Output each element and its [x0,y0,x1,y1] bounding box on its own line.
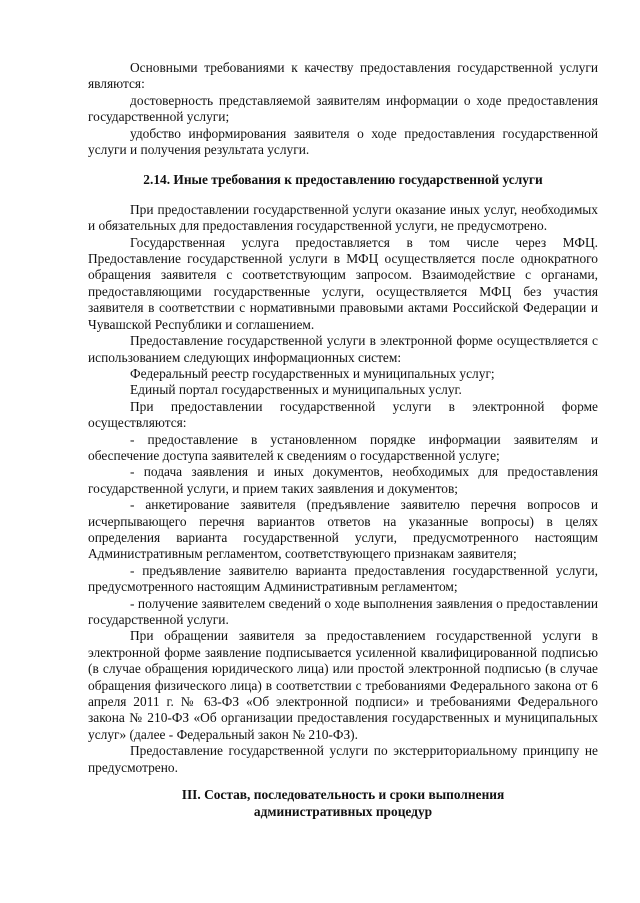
list-item-status: - получение заявителем сведений о ходе выполнения заявления о предоставлении государственной услуги. [88,595,598,627]
paragraph-convenience: удобство информирования заявителя о ходе предоставления государственной услуги и получения результата услуги. [88,125,598,158]
chapter-heading-line2: административных процедур [253,804,433,820]
paragraph-electronic-actions: При предоставлении государственной услуги в электронной форме осуществляются: [88,398,598,431]
list-item-information: - предоставление в установленном порядке информации заявителям и обеспечение доступа заявителей к сведениям о государственной услуге; [88,431,598,463]
paragraph-mfc: Государственная услуга предоставляется в том числе через МФЦ. Предоставление государственной услуги в МФЦ осуществляется после однократного обращения заявителя с соответствующим запросом. Взаимодействие с органами, предоставляющими государственные услуги, осуществляется МФЦ без участия заявителя в соответствии с нормативными правовыми актами Российской Федерации и Чувашской Республики и соглашением. [88,234,598,332]
paragraph-federal-registry: Федеральный реестр государственных и муниципальных услуг; [130,365,495,381]
document-page [88,60,598,820]
list-item-questionnaire: - анкетирование заявителя (предъявление заявителю перечня вопросов и исчерпывающего перечня вариантов ответов на указанные вопросы) в целях определения варианта государственной услуги, предусмотренного настоящим Административным регламентом, соответствующего признакам заявителя; [88,497,598,562]
paragraph-unified-portal: Единый портал государственных и муниципальных услуг. [130,382,462,398]
list-item-variant: - предъявление заявителю варианта предоставления государственной услуги, предусмотренного настоящим Административным регламентом; [88,562,598,595]
paragraph-other-services: При предоставлении государственной услуги оказание иных услуг, необходимых и обязательных для предоставления государственной услуги, не предусмотрено. [88,201,598,234]
paragraph-requirements-intro: Основными требованиями к качеству предоставления государственной услуги являются: [88,60,598,92]
paragraph-electronic-systems: Предоставление государственной услуги в электронной форме осуществляется с использованием следующих информационных систем: [88,333,598,365]
paragraph-reliability: достоверность представляемой заявителям информации о ходе предоставления государственной услуги; [88,92,598,125]
section-heading: 2.14. Иные требования к предоставлению государственной услуги [143,172,543,188]
paragraph-extraterritorial: Предоставление государственной услуги по экстерриториальному принципу не предусмотрено. [88,743,598,775]
paragraph-signature: При обращении заявителя за предоставлением государственной услуги в электронной форме заявление подписывается усиленной квалифицированной подписью (в случае обращения юридического лица) или простой электронной подписью (в случае обращения физического лица) в соответствии с требованиями Федерального закона от 6 апреля 2011 г. № 63-ФЗ «Об электронной подписи» и требованиями Федерального закона № 210-ФЗ «Об организации предоставления государственных и муниципальных услуг» (далее - Федеральный закон № 210-ФЗ). [88,628,598,742]
chapter-heading [88,786,598,820]
list-item-submission: - подача заявления и иных документов, необходимых для предоставления государственной услуги, и прием таких заявления и документов; [88,464,598,496]
chapter-heading-line1: III. Состав, последовательность и сроки выполнения [181,787,505,803]
